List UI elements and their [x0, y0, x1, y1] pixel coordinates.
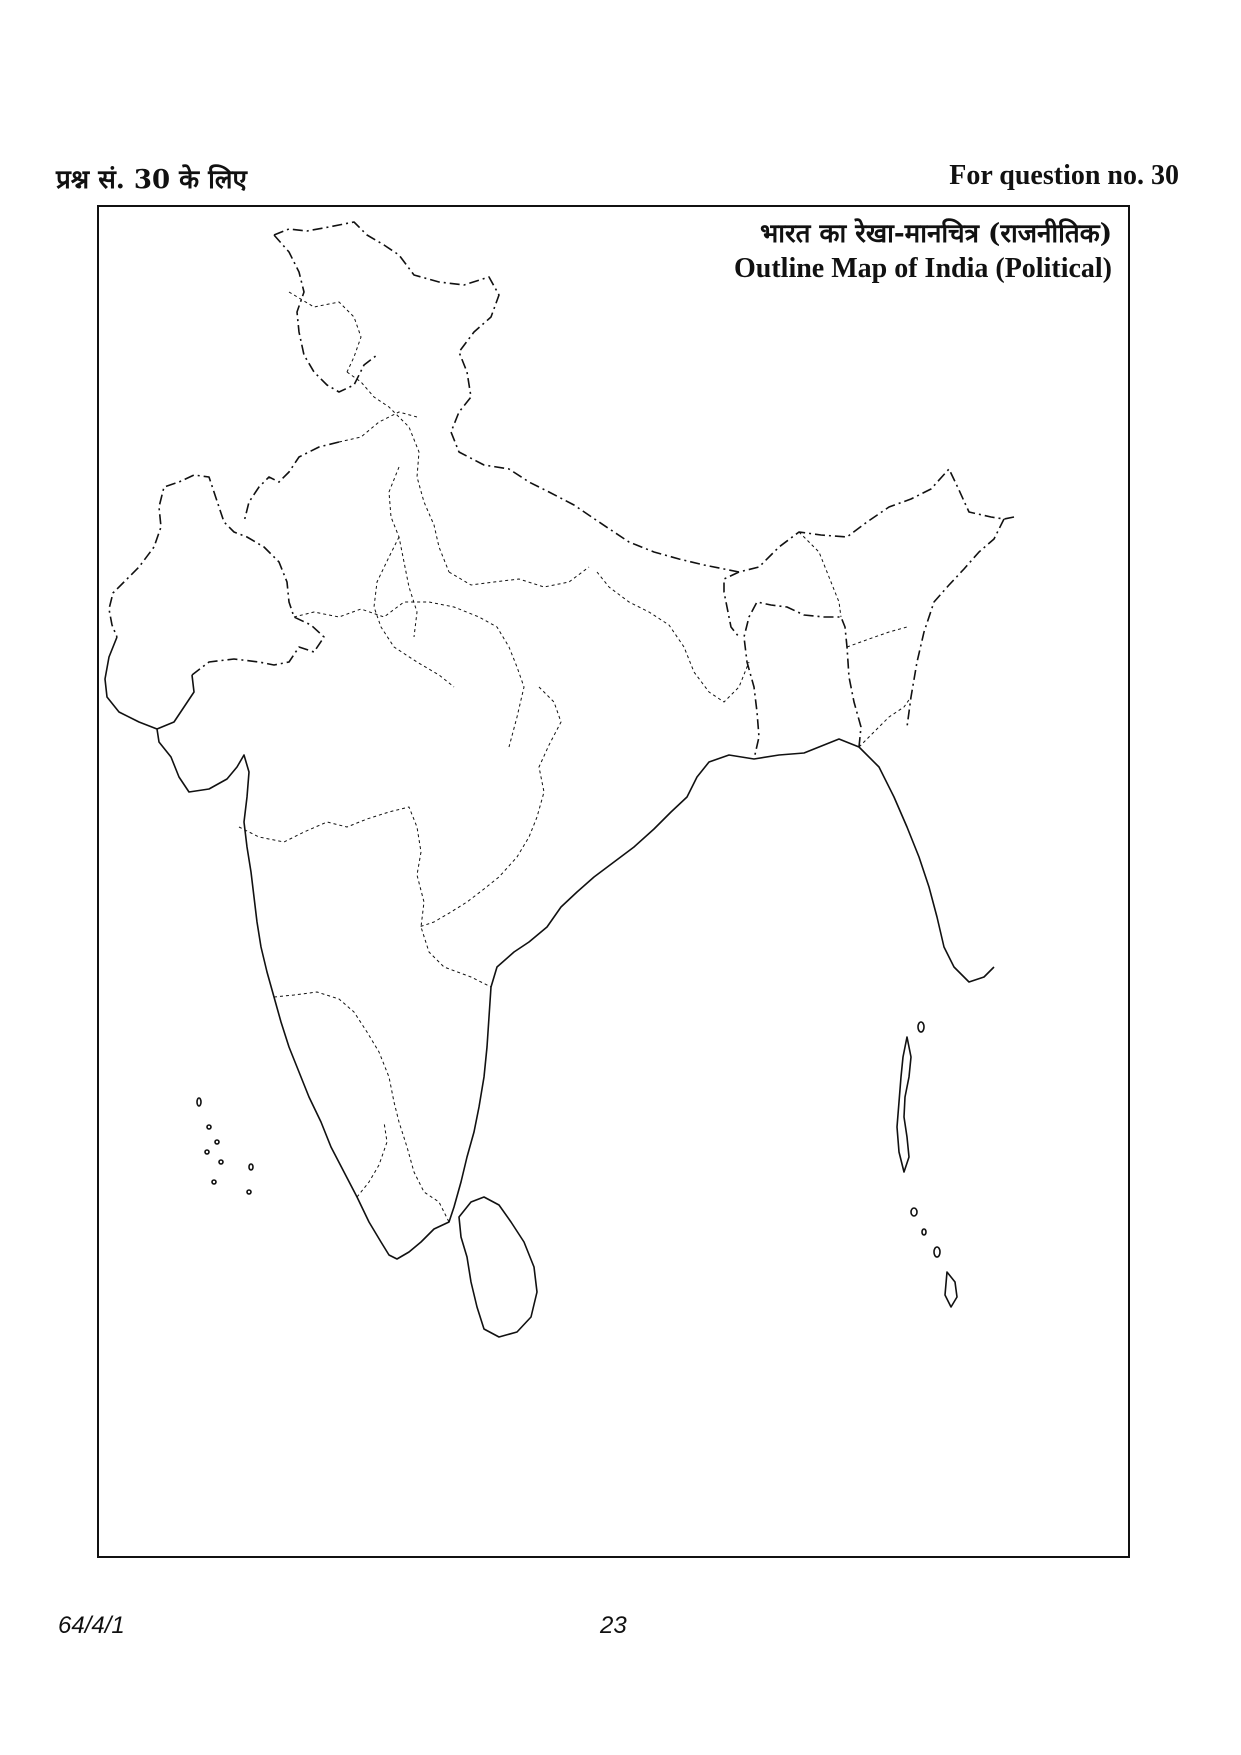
lakshadweep-islands: [197, 1098, 253, 1194]
paper-code: 64/4/1: [58, 1612, 125, 1639]
question-label-english: For question no. 30: [949, 160, 1179, 191]
india-outline-map: [99, 207, 1128, 1556]
map-title-hindi: भारत का रेखा-मानचित्र (राजनीतिक): [759, 219, 1112, 249]
state-boundaries: [239, 292, 911, 1222]
international-boundary: [109, 222, 1014, 759]
coastline: [105, 637, 994, 1259]
page-number: 23: [600, 1612, 627, 1639]
map-frame: [97, 205, 1130, 1558]
map-title-english: Outline Map of India (Political): [734, 253, 1112, 284]
andaman-nicobar-islands: [897, 1022, 957, 1307]
sri-lanka-outline: [459, 1197, 537, 1337]
question-label-hindi: प्रश्न सं. 30 के लिए: [56, 165, 247, 195]
map-title: [734, 217, 1112, 287]
